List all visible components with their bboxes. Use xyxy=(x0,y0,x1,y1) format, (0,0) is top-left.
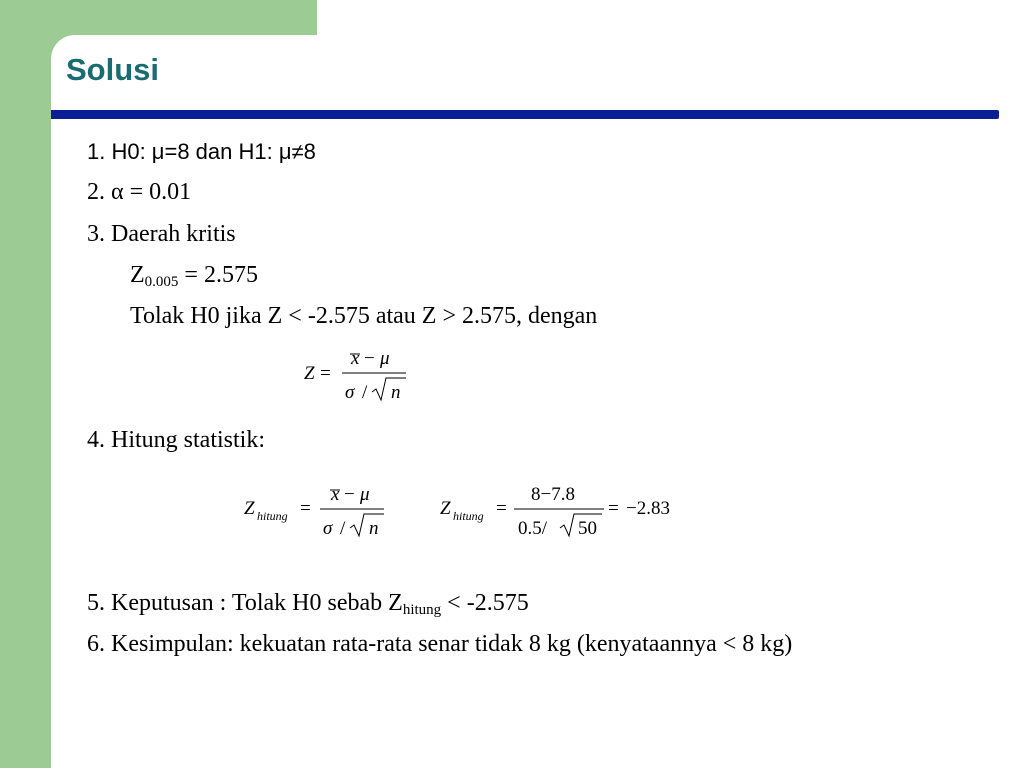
z-critical-line: $Z_{0.005} = 2.575$ xyxy=(130,262,258,290)
svg-text:σ: σ xyxy=(323,518,333,539)
svg-text:Z: Z xyxy=(440,498,451,519)
svg-text:/: / xyxy=(362,382,368,403)
svg-text:hitung: hitung xyxy=(257,509,288,523)
svg-text:50: 50 xyxy=(578,518,597,539)
critical-region-heading: 3. Daerah kritis xyxy=(87,221,236,247)
svg-text:/: / xyxy=(340,518,346,539)
svg-text:μ: μ xyxy=(360,484,370,505)
title-underline xyxy=(51,110,999,119)
svg-text:x: x xyxy=(351,348,360,369)
svg-text:hitung: hitung xyxy=(453,509,484,523)
z-hitung-calculation xyxy=(436,477,696,543)
svg-text:=: = xyxy=(300,498,311,519)
hypothesis-line: 1. H0: μ=8 dan H1: μ≠8 xyxy=(87,139,316,164)
svg-text:0.5/: 0.5/ xyxy=(518,518,548,539)
svg-text:Z: Z xyxy=(304,363,315,384)
svg-text:n: n xyxy=(369,518,379,539)
z-formula xyxy=(300,342,420,408)
svg-text:=: = xyxy=(496,498,507,519)
svg-text:−: − xyxy=(344,484,355,505)
slide-title: Solusi xyxy=(66,52,160,87)
svg-text:μ: μ xyxy=(380,348,390,369)
rejection-rule-line: Tolak H0 jika Z < -2.575 atau Z > 2.575, dengan xyxy=(130,303,598,329)
svg-text:=: = xyxy=(320,363,331,384)
green-frame-left xyxy=(0,0,51,768)
svg-text:Z: Z xyxy=(244,498,255,519)
z-hitung-formula xyxy=(240,477,390,543)
decision-line: 5. Keputusan : Tolak H0 sebab $Z_{hitung} < -2.575$ xyxy=(87,590,529,618)
svg-text:−2.83: −2.83 xyxy=(626,498,670,519)
svg-text:=: = xyxy=(608,498,619,519)
svg-text:x: x xyxy=(331,484,340,505)
conclusion-line: 6. Kesimpulan: kekuatan rata-rata senar tidak 8 kg (kenyataannya < 8 kg) xyxy=(87,631,793,657)
green-frame-top xyxy=(0,0,317,35)
svg-text:−: − xyxy=(364,348,375,369)
svg-text:8−7.8: 8−7.8 xyxy=(531,484,575,505)
compute-statistic-heading: 4. Hitung statistik: xyxy=(87,427,266,453)
alpha-line: 2. α = 0.01 xyxy=(87,179,192,205)
svg-text:n: n xyxy=(391,382,401,403)
svg-text:σ: σ xyxy=(345,382,355,403)
